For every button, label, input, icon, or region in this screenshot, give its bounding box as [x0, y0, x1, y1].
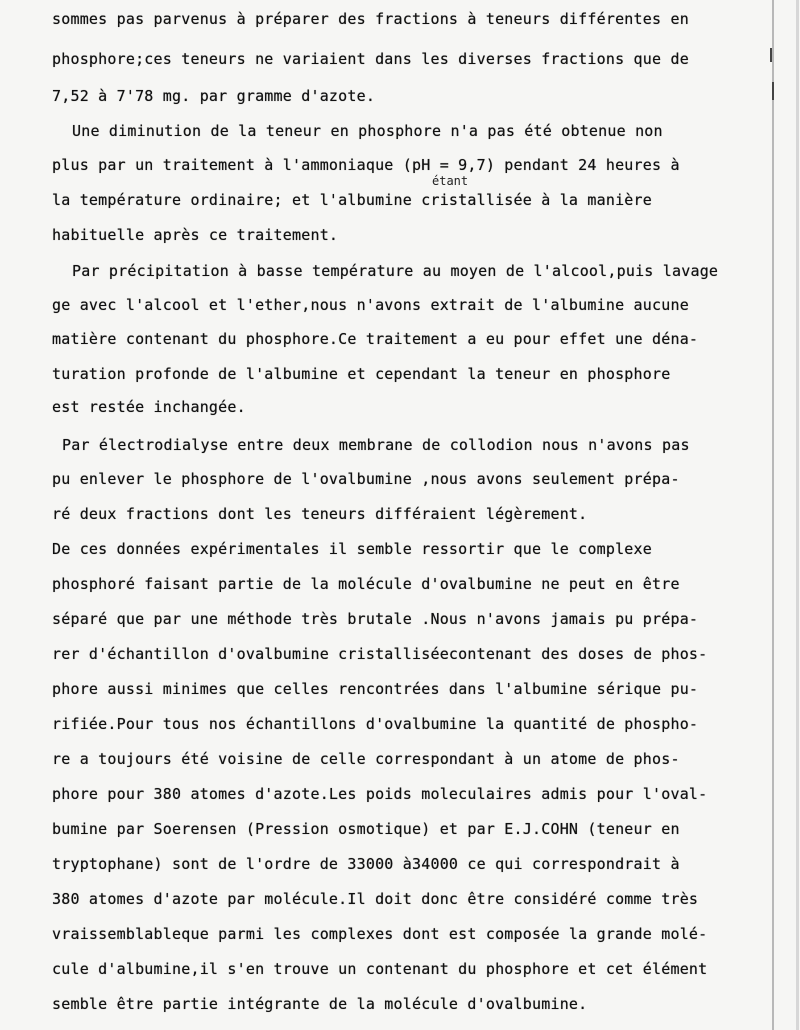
text-line-12: est restée inchangée. [52, 398, 246, 416]
text-line-11: turation profonde de l'albumine et cependant la teneur en phosphore [52, 365, 671, 383]
text-line-17: phosphoré faisant partie de la molécule d'ovalbumine ne peut en être [52, 575, 680, 593]
page-edge-shadow [772, 0, 774, 1030]
text-line-29: semble être partie intégrante de la molécule d'ovalbumine. [52, 995, 588, 1013]
text-line-10: matière contenant du phosphore.Ce traitement a eu pour effet une déna- [52, 330, 699, 348]
handwritten-insert-note: étant [432, 174, 469, 188]
text-line-18: séparé que par une méthode très brutale .Nous n'avons jamais pu prépa- [52, 610, 699, 628]
text-line-26: 380 atomes d'azote par molécule.Il doit donc être considéré comme très [52, 890, 699, 908]
text-line-8: Par précipitation à basse température au moyen de l'alcool,puis lavage [72, 262, 719, 280]
text-line-7: habituelle après ce traitement. [52, 226, 339, 244]
text-line-13: Par électrodialyse entre deux membrane de collodion nous n'avons pas [62, 436, 690, 454]
margin-mark [770, 48, 772, 62]
text-line-21: rifiée.Pour tous nos échantillons d'ovalbumine la quantité de phospho- [52, 715, 699, 733]
text-line-23: phore pour 380 atomes d'azote.Les poids moleculaires admis pour l'oval- [52, 785, 708, 803]
text-line-19: rer d'échantillon d'ovalbumine cristalliséecontenant des doses de phos- [52, 645, 708, 663]
text-line-2: phosphore;ces teneurs ne variaient dans les diverses fractions que de [52, 50, 689, 68]
text-line-24: bumine par Soerensen (Pression osmotique) et par E.J.COHN (teneur en [52, 820, 680, 838]
text-line-28: cule d'albumine,il s'en trouve un contenant du phosphore et cet élément [52, 960, 708, 978]
text-line-9: ge avec l'alcool et l'ether,nous n'avons extrait de l'albumine aucune [52, 296, 689, 314]
text-line-14: pu enlever le phosphore de l'ovalbumine ,nous avons seulement prépa- [52, 470, 680, 488]
text-line-3: 7,52 à 7'78 mg. par gramme d'azote. [52, 87, 376, 105]
text-line-4: Une diminution de la teneur en phosphore n'a pas été obtenue non [72, 122, 663, 140]
margin-mark [772, 82, 774, 100]
text-line-25: tryptophane) sont de l'ordre de 33000 à34000 ce qui correspondrait à [52, 855, 680, 873]
text-line-15: ré deux fractions dont les teneurs différaient légèrement. [52, 505, 588, 523]
text-line-20: phore aussi minimes que celles rencontrées dans l'albumine sérique pu- [52, 680, 699, 698]
text-line-1: sommes pas parvenus à préparer des fractions à teneurs différentes en [52, 10, 689, 28]
text-line-5: plus par un traitement à l'ammoniaque (pH = 9,7) pendant 24 heures à [52, 156, 680, 174]
text-line-27: vraissemblableque parmi les complexes dont est composée la grande molé- [52, 925, 708, 943]
text-line-6: la température ordinaire; et l'albumine cristallisée à la manière [52, 191, 652, 209]
text-line-16: De ces données expérimentales il semble ressortir que le complexe [52, 540, 652, 558]
page-edge-shadow-right [796, 0, 799, 1030]
text-line-22: re a toujours été voisine de celle correspondant à un atome de phos- [52, 750, 680, 768]
